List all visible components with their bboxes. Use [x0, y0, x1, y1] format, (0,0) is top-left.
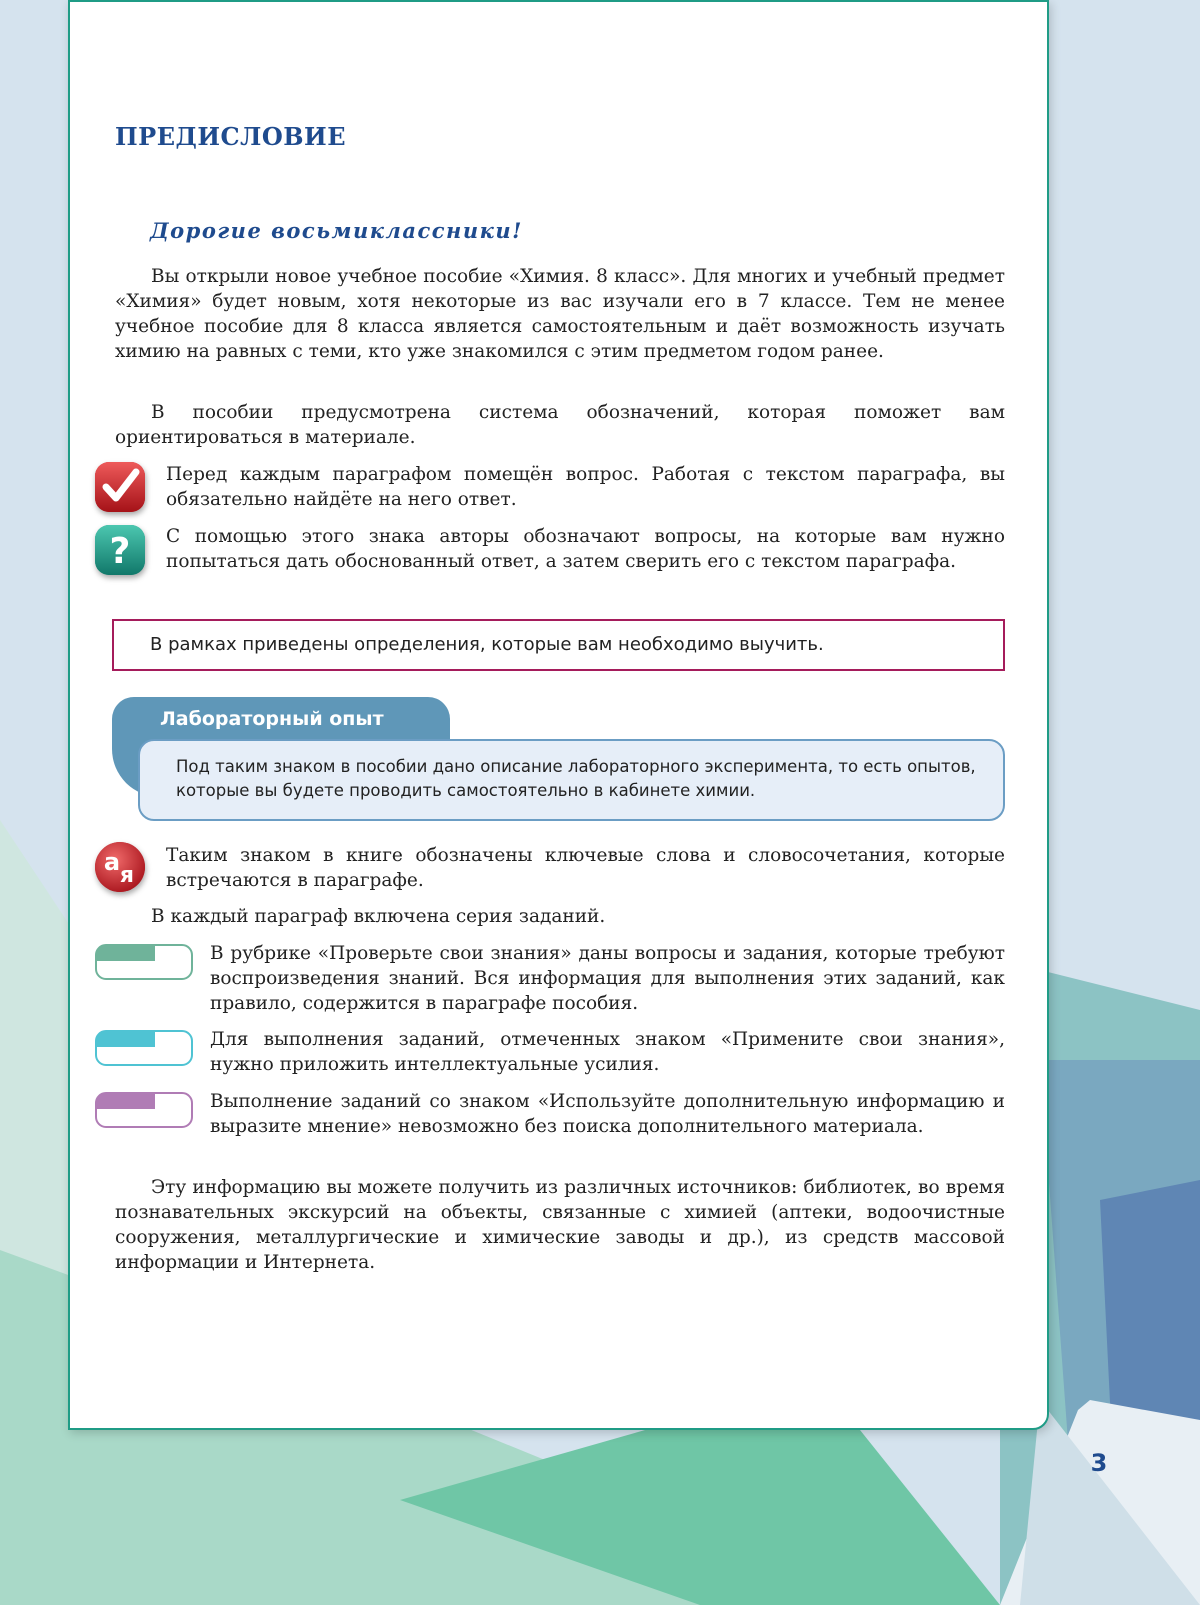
system-paragraph: В пособии предусмотрена система обозначений, которая поможет вам ориентироваться в материале.	[115, 402, 1005, 448]
tasks-intro: В каждый параграф включена серия заданий.	[151, 906, 606, 927]
question-glyph: ?	[109, 531, 131, 572]
closing-paragraph: Эту информацию вы можете получить из различных источников: библиотек, во время познавательных экскурсий на объекты, связанные с химией (аптеки, водоочистные сооружения, металлургические и химические заводы и др.), из средств массовой информации и Интернета.	[115, 1177, 1005, 1273]
rubric-1-text: В рубрике «Проверьте свои знания» даны вопросы и задания, которые требуют воспроизведения знаний. Вся информация для выполнения этих заданий, как правило, содержится в параграфе пособия.	[210, 943, 1005, 1014]
lab-label: Лабораторный опыт	[160, 708, 384, 730]
page-title: ПРЕДИСЛОВИЕ	[115, 122, 347, 151]
checkmark-icon	[95, 462, 145, 512]
greeting: Дорогие восьмиклассники!	[150, 218, 523, 243]
rubric-2-text: Для выполнения заданий, отмеченных знаком «Примените свои знания», нужно приложить интеллектуальные усилия.	[210, 1029, 1005, 1075]
rubric-check-knowledge-icon	[95, 944, 193, 980]
keywords-icon	[95, 842, 145, 892]
keywords-legend-text: Таким знаком в книге обозначены ключевые слова и словосочетания, которые встречаются в параграфе.	[166, 845, 1005, 891]
question-icon	[95, 525, 145, 575]
page-number: 3	[1090, 1449, 1108, 1477]
rubric-extra-info-icon	[95, 1092, 193, 1128]
lab-text: Под таким знаком в пособии дано описание лабораторного эксперимента, то есть опытов, которые вы будете проводить самостоятельно в кабинете химии.	[176, 757, 976, 800]
rubric-3-text: Выполнение заданий со знаком «Используйте дополнительную информацию и выразите мнение» невозможно без поиска дополнительного материала.	[210, 1091, 1005, 1137]
question-legend-text: С помощью этого знака авторы обозначают вопросы, на которые вам нужно попытаться дать обоснованный ответ, а затем сверить его с текстом параграфа.	[166, 526, 1005, 572]
keywords-glyph-b: я	[119, 863, 135, 888]
intro-paragraph: Вы открыли новое учебное пособие «Химия. 8 класс». Для многих и учебный предмет «Химия» будет новым, хотя некоторые из вас изучали его в 7 классе. Тем не менее учебное пособие для 8 класса является самостоятельным и даёт возможность изучать химию на равных с теми, кто уже знакомился с этим предметом годом ранее.	[115, 266, 1005, 362]
definition-box	[112, 619, 1005, 671]
lab-box	[138, 739, 1005, 821]
checkmark-legend-text: Перед каждым параграфом помещён вопрос. Работая с текстом параграфа, вы обязательно найдёте на него ответ.	[166, 464, 1005, 510]
rubric-apply-knowledge-icon	[95, 1030, 193, 1066]
keywords-glyph-a: а	[103, 848, 121, 876]
page-sheet	[68, 0, 1049, 1430]
definition-box-text: В рамках приведены определения, которые вам необходимо выучить.	[150, 634, 824, 655]
lab-experiment-block	[112, 697, 1005, 821]
